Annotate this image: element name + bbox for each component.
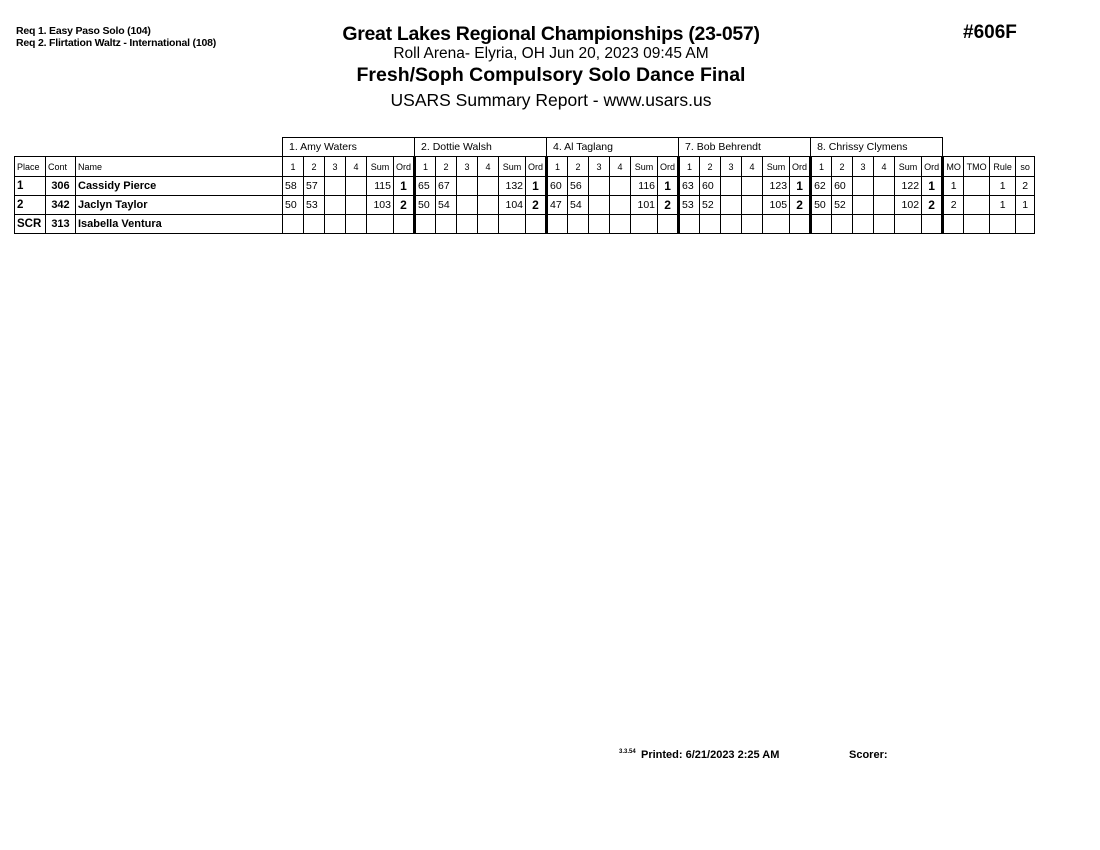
score-cell: 67 xyxy=(436,177,457,196)
cont-cell: 313 xyxy=(46,215,76,234)
rule-cell: 1 xyxy=(990,177,1016,196)
score-cell xyxy=(346,196,367,215)
score-cell xyxy=(283,215,304,234)
score-cell xyxy=(457,196,478,215)
col-judge-4: 4 xyxy=(346,157,367,177)
mo-cell xyxy=(943,215,964,234)
place-cell: 2 xyxy=(15,196,46,215)
so-cell: 2 xyxy=(1016,177,1035,196)
score-cell: 54 xyxy=(436,196,457,215)
score-cell: 58 xyxy=(283,177,304,196)
sum-cell: 104 xyxy=(499,196,526,215)
ordinal-cell xyxy=(526,215,547,234)
score-cell xyxy=(610,177,631,196)
ordinal-cell: 1 xyxy=(658,177,679,196)
col-name: Name xyxy=(76,157,283,177)
score-cell: 53 xyxy=(679,196,700,215)
report-title: USARS Summary Report - www.usars.us xyxy=(390,90,712,110)
sum-cell: 115 xyxy=(367,177,394,196)
col-judge-3: 3 xyxy=(589,157,610,177)
score-cell xyxy=(874,177,895,196)
score-cell xyxy=(325,177,346,196)
score-cell xyxy=(742,215,763,234)
score-cell xyxy=(589,196,610,215)
judge-name: 2. Dottie Walsh xyxy=(415,138,547,157)
tmo-cell xyxy=(964,215,990,234)
sum-cell xyxy=(499,215,526,234)
sum-cell: 116 xyxy=(631,177,658,196)
col-judge-1: 1 xyxy=(547,157,568,177)
col-judge-4: 4 xyxy=(742,157,763,177)
score-cell xyxy=(457,215,478,234)
sum-cell xyxy=(763,215,790,234)
sum-cell: 102 xyxy=(895,196,922,215)
ordinal-cell xyxy=(922,215,943,234)
col-rule: Rule xyxy=(990,157,1016,177)
sum-cell xyxy=(895,215,922,234)
col-judge-ord: Ord xyxy=(526,157,547,177)
sum-cell: 122 xyxy=(895,177,922,196)
score-cell xyxy=(721,215,742,234)
so-cell: 1 xyxy=(1016,196,1035,215)
col-judge-3: 3 xyxy=(325,157,346,177)
sum-cell: 105 xyxy=(763,196,790,215)
score-cell: 60 xyxy=(832,177,853,196)
skater-name-cell: Cassidy Pierce xyxy=(76,177,283,196)
judges-spacer xyxy=(15,138,283,157)
printed-timestamp: Printed: 6/21/2023 2:25 AM xyxy=(641,749,780,761)
col-judge-sum: Sum xyxy=(763,157,790,177)
score-cell xyxy=(325,215,346,234)
results-table xyxy=(14,137,1035,234)
score-cell: 50 xyxy=(283,196,304,215)
score-cell xyxy=(589,177,610,196)
ordinal-cell xyxy=(394,215,415,234)
col-judge-2: 2 xyxy=(832,157,853,177)
software-version: 3.3.54 xyxy=(619,749,636,755)
score-cell: 60 xyxy=(700,177,721,196)
sum-cell: 101 xyxy=(631,196,658,215)
ordinal-cell xyxy=(658,215,679,234)
score-cell xyxy=(589,215,610,234)
ordinal-cell: 2 xyxy=(394,196,415,215)
tmo-cell xyxy=(964,177,990,196)
col-judge-1: 1 xyxy=(415,157,436,177)
score-cell xyxy=(721,196,742,215)
judge-name: 1. Amy Waters xyxy=(283,138,415,157)
event-number: #606F xyxy=(963,22,1017,43)
score-cell xyxy=(721,177,742,196)
score-cell xyxy=(742,177,763,196)
col-judge-1: 1 xyxy=(283,157,304,177)
sum-cell: 132 xyxy=(499,177,526,196)
score-cell xyxy=(853,177,874,196)
col-judge-4: 4 xyxy=(874,157,895,177)
score-cell xyxy=(610,215,631,234)
requirement-2: Req 2. Flirtation Waltz - International (108) xyxy=(16,37,217,49)
score-cell xyxy=(457,177,478,196)
score-cell xyxy=(478,215,499,234)
so-cell xyxy=(1016,215,1035,234)
judges-header-row xyxy=(15,138,1035,157)
table-row xyxy=(15,177,1035,196)
col-judge-ord: Ord xyxy=(394,157,415,177)
skater-name-cell: Jaclyn Taylor xyxy=(76,196,283,215)
col-judge-2: 2 xyxy=(700,157,721,177)
judge-name: 4. Al Taglang xyxy=(547,138,679,157)
cont-cell: 306 xyxy=(46,177,76,196)
col-judge-sum: Sum xyxy=(367,157,394,177)
score-cell xyxy=(874,196,895,215)
ordinal-cell: 1 xyxy=(394,177,415,196)
score-cell xyxy=(346,215,367,234)
score-cell xyxy=(742,196,763,215)
mo-cell: 2 xyxy=(943,196,964,215)
score-cell xyxy=(304,215,325,234)
score-cell xyxy=(679,215,700,234)
score-cell: 56 xyxy=(568,177,589,196)
column-header-row xyxy=(15,157,1035,177)
judges-spacer-end xyxy=(943,138,1035,157)
score-cell xyxy=(568,215,589,234)
col-judge-3: 3 xyxy=(853,157,874,177)
ordinal-cell: 1 xyxy=(922,177,943,196)
score-cell: 53 xyxy=(304,196,325,215)
score-cell xyxy=(874,215,895,234)
score-cell xyxy=(478,196,499,215)
tmo-cell xyxy=(964,196,990,215)
sum-cell: 123 xyxy=(763,177,790,196)
event-title: Fresh/Soph Compulsory Solo Dance Final xyxy=(356,64,746,86)
col-so: so xyxy=(1016,157,1035,177)
col-cont: Cont xyxy=(46,157,76,177)
score-cell xyxy=(610,196,631,215)
col-judge-ord: Ord xyxy=(790,157,811,177)
requirement-1: Req 1. Easy Paso Solo (104) xyxy=(16,25,151,37)
table-row xyxy=(15,196,1035,215)
place-cell: SCR xyxy=(15,215,46,234)
col-judge-ord: Ord xyxy=(658,157,679,177)
score-cell xyxy=(346,177,367,196)
score-cell xyxy=(547,215,568,234)
score-cell: 50 xyxy=(415,196,436,215)
col-judge-1: 1 xyxy=(811,157,832,177)
sum-cell xyxy=(631,215,658,234)
ordinal-cell: 2 xyxy=(922,196,943,215)
score-cell: 52 xyxy=(832,196,853,215)
col-tmo: TMO xyxy=(964,157,990,177)
col-judge-2: 2 xyxy=(436,157,457,177)
competition-title: Great Lakes Regional Championships (23-057) xyxy=(342,23,760,45)
place-cell: 1 xyxy=(15,177,46,196)
score-cell: 60 xyxy=(547,177,568,196)
ordinal-cell: 2 xyxy=(790,196,811,215)
score-cell xyxy=(832,215,853,234)
score-cell: 62 xyxy=(811,177,832,196)
col-mo: MO xyxy=(943,157,964,177)
score-cell xyxy=(415,215,436,234)
col-judge-4: 4 xyxy=(610,157,631,177)
rule-cell: 1 xyxy=(990,196,1016,215)
table-row xyxy=(15,215,1035,234)
requirements-list xyxy=(16,25,216,49)
col-judge-3: 3 xyxy=(721,157,742,177)
col-judge-sum: Sum xyxy=(631,157,658,177)
score-cell xyxy=(478,177,499,196)
rule-cell xyxy=(990,215,1016,234)
score-cell: 63 xyxy=(679,177,700,196)
ordinal-cell: 2 xyxy=(526,196,547,215)
mo-cell: 1 xyxy=(943,177,964,196)
score-cell: 50 xyxy=(811,196,832,215)
col-judge-2: 2 xyxy=(304,157,325,177)
judge-name: 7. Bob Behrendt xyxy=(679,138,811,157)
col-judge-3: 3 xyxy=(457,157,478,177)
col-place: Place xyxy=(15,157,46,177)
score-cell xyxy=(436,215,457,234)
score-cell xyxy=(853,196,874,215)
ordinal-cell xyxy=(790,215,811,234)
col-judge-ord: Ord xyxy=(922,157,943,177)
score-cell xyxy=(811,215,832,234)
col-judge-sum: Sum xyxy=(895,157,922,177)
score-cell: 52 xyxy=(700,196,721,215)
col-judge-4: 4 xyxy=(478,157,499,177)
location-datetime: Roll Arena- Elyria, OH Jun 20, 2023 09:45 AM xyxy=(393,45,709,62)
sum-cell: 103 xyxy=(367,196,394,215)
sum-cell xyxy=(367,215,394,234)
col-judge-sum: Sum xyxy=(499,157,526,177)
score-cell: 47 xyxy=(547,196,568,215)
col-judge-2: 2 xyxy=(568,157,589,177)
cont-cell: 342 xyxy=(46,196,76,215)
score-cell: 57 xyxy=(304,177,325,196)
judge-name: 8. Chrissy Clymens xyxy=(811,138,943,157)
score-cell: 54 xyxy=(568,196,589,215)
ordinal-cell: 1 xyxy=(790,177,811,196)
score-cell xyxy=(325,196,346,215)
score-cell xyxy=(700,215,721,234)
score-cell xyxy=(853,215,874,234)
col-judge-1: 1 xyxy=(679,157,700,177)
ordinal-cell: 1 xyxy=(526,177,547,196)
score-cell: 65 xyxy=(415,177,436,196)
scorer-label: Scorer: xyxy=(849,749,888,761)
ordinal-cell: 2 xyxy=(658,196,679,215)
skater-name-cell: Isabella Ventura xyxy=(76,215,283,234)
